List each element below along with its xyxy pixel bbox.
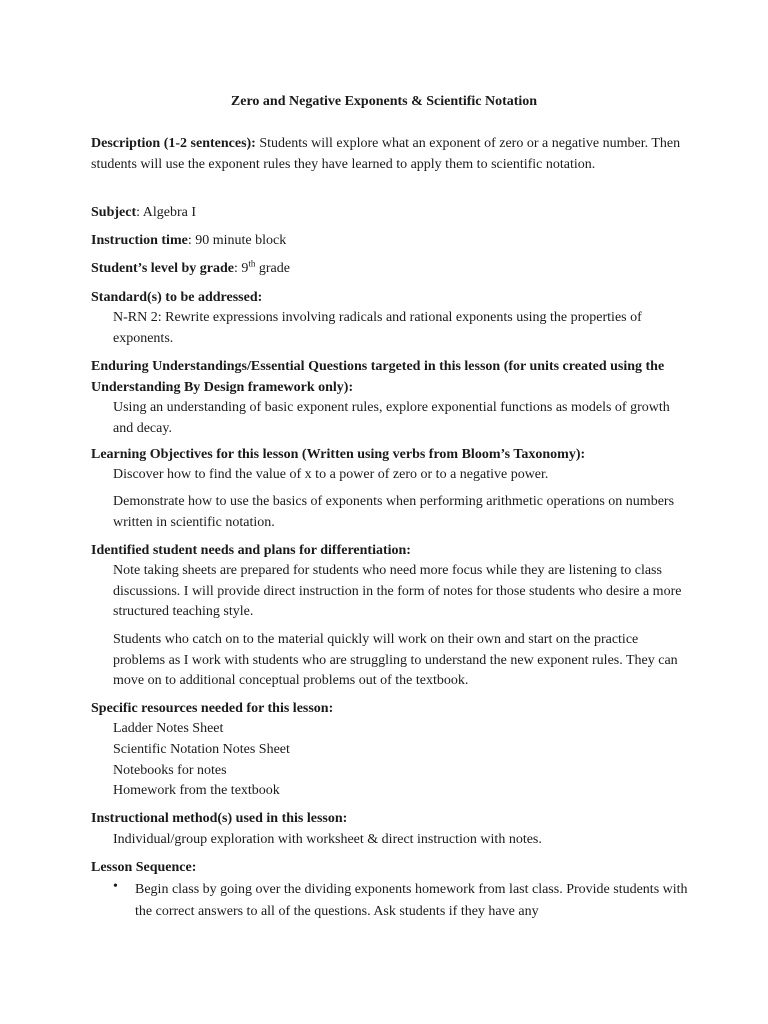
needs-paragraph: Students who catch on to the material quickly will work on their own and start on the practice problems as I work with students who are struggling to understand the new exponent rules. They can move on to additional conceptual problems out of the textbook. bbox=[113, 632, 678, 688]
standards-heading: Standard(s) to be addressed: bbox=[91, 290, 263, 305]
instruction-time-value: : 90 minute block bbox=[187, 233, 287, 248]
enduring-text: Using an understanding of basic exponent rules, explore exponential functions as models of growth and decay. bbox=[113, 400, 670, 436]
grade-level-prefix: : 9 bbox=[233, 261, 249, 276]
standards-text: N-RN 2: Rewrite expressions involving radicals and rational exponents using the properties of exponents. bbox=[113, 310, 642, 346]
grade-level-sup: th bbox=[248, 258, 256, 269]
sequence-heading: Lesson Sequence: bbox=[91, 860, 197, 875]
instruction-time-line bbox=[91, 231, 691, 252]
needs-paragraph: Note taking sheets are prepared for students who need more focus while they are listening to class discussions. I will provide direct instruction in the form of notes for those students who desire a more structured teaching style. bbox=[113, 563, 682, 619]
enduring-heading: Enduring Understandings/Essential Questions targeted in this lesson (for units created using the Understanding By Design framework only): bbox=[91, 359, 665, 395]
bullet-icon: • bbox=[113, 879, 118, 894]
subject-value: : Algebra I bbox=[136, 205, 196, 220]
description-section bbox=[91, 134, 691, 175]
resource-item: Scientific Notation Notes Sheet bbox=[113, 742, 290, 757]
objectives-heading: Learning Objectives for this lesson (Written using verbs from Bloom’s Taxonomy): bbox=[91, 447, 586, 462]
objective-item: Discover how to find the value of x to a power of zero or to a negative power. bbox=[113, 467, 549, 482]
description-text: Students will explore what an exponent of zero or a negative number. Then students will use the exponent rules they have learned to apply them to scientific notation. bbox=[91, 136, 681, 172]
resources-heading: Specific resources needed for this lesson: bbox=[91, 701, 334, 716]
methods-text: Individual/group exploration with worksheet & direct instruction with notes. bbox=[113, 832, 542, 847]
subject-label: Subject bbox=[91, 205, 137, 220]
needs-heading: Identified student needs and plans for differentiation: bbox=[91, 543, 411, 558]
methods-heading: Instructional method(s) used in this lesson: bbox=[91, 811, 348, 826]
description-label: Description (1-2 sentences): bbox=[91, 136, 256, 151]
grade-level-suffix: grade bbox=[255, 261, 290, 276]
instruction-time-label: Instruction time bbox=[91, 233, 188, 248]
resource-item: Notebooks for notes bbox=[113, 763, 227, 778]
resource-item: Homework from the textbook bbox=[113, 783, 280, 798]
grade-level-line bbox=[91, 259, 691, 280]
objective-item: Demonstrate how to use the basics of exponents when performing arithmetic operations on numbers written in scientific notation. bbox=[113, 494, 675, 530]
grade-level-label: Student’s level by grade bbox=[91, 261, 234, 276]
subject-line bbox=[91, 203, 691, 224]
sequence-item: Begin class by going over the dividing exponents homework from last class. Provide students with the correct answers to all of the questions. Ask students if they have any bbox=[135, 882, 688, 919]
page-title: Zero and Negative Exponents & Scientific Notation bbox=[230, 94, 538, 109]
resource-item: Ladder Notes Sheet bbox=[113, 721, 224, 736]
